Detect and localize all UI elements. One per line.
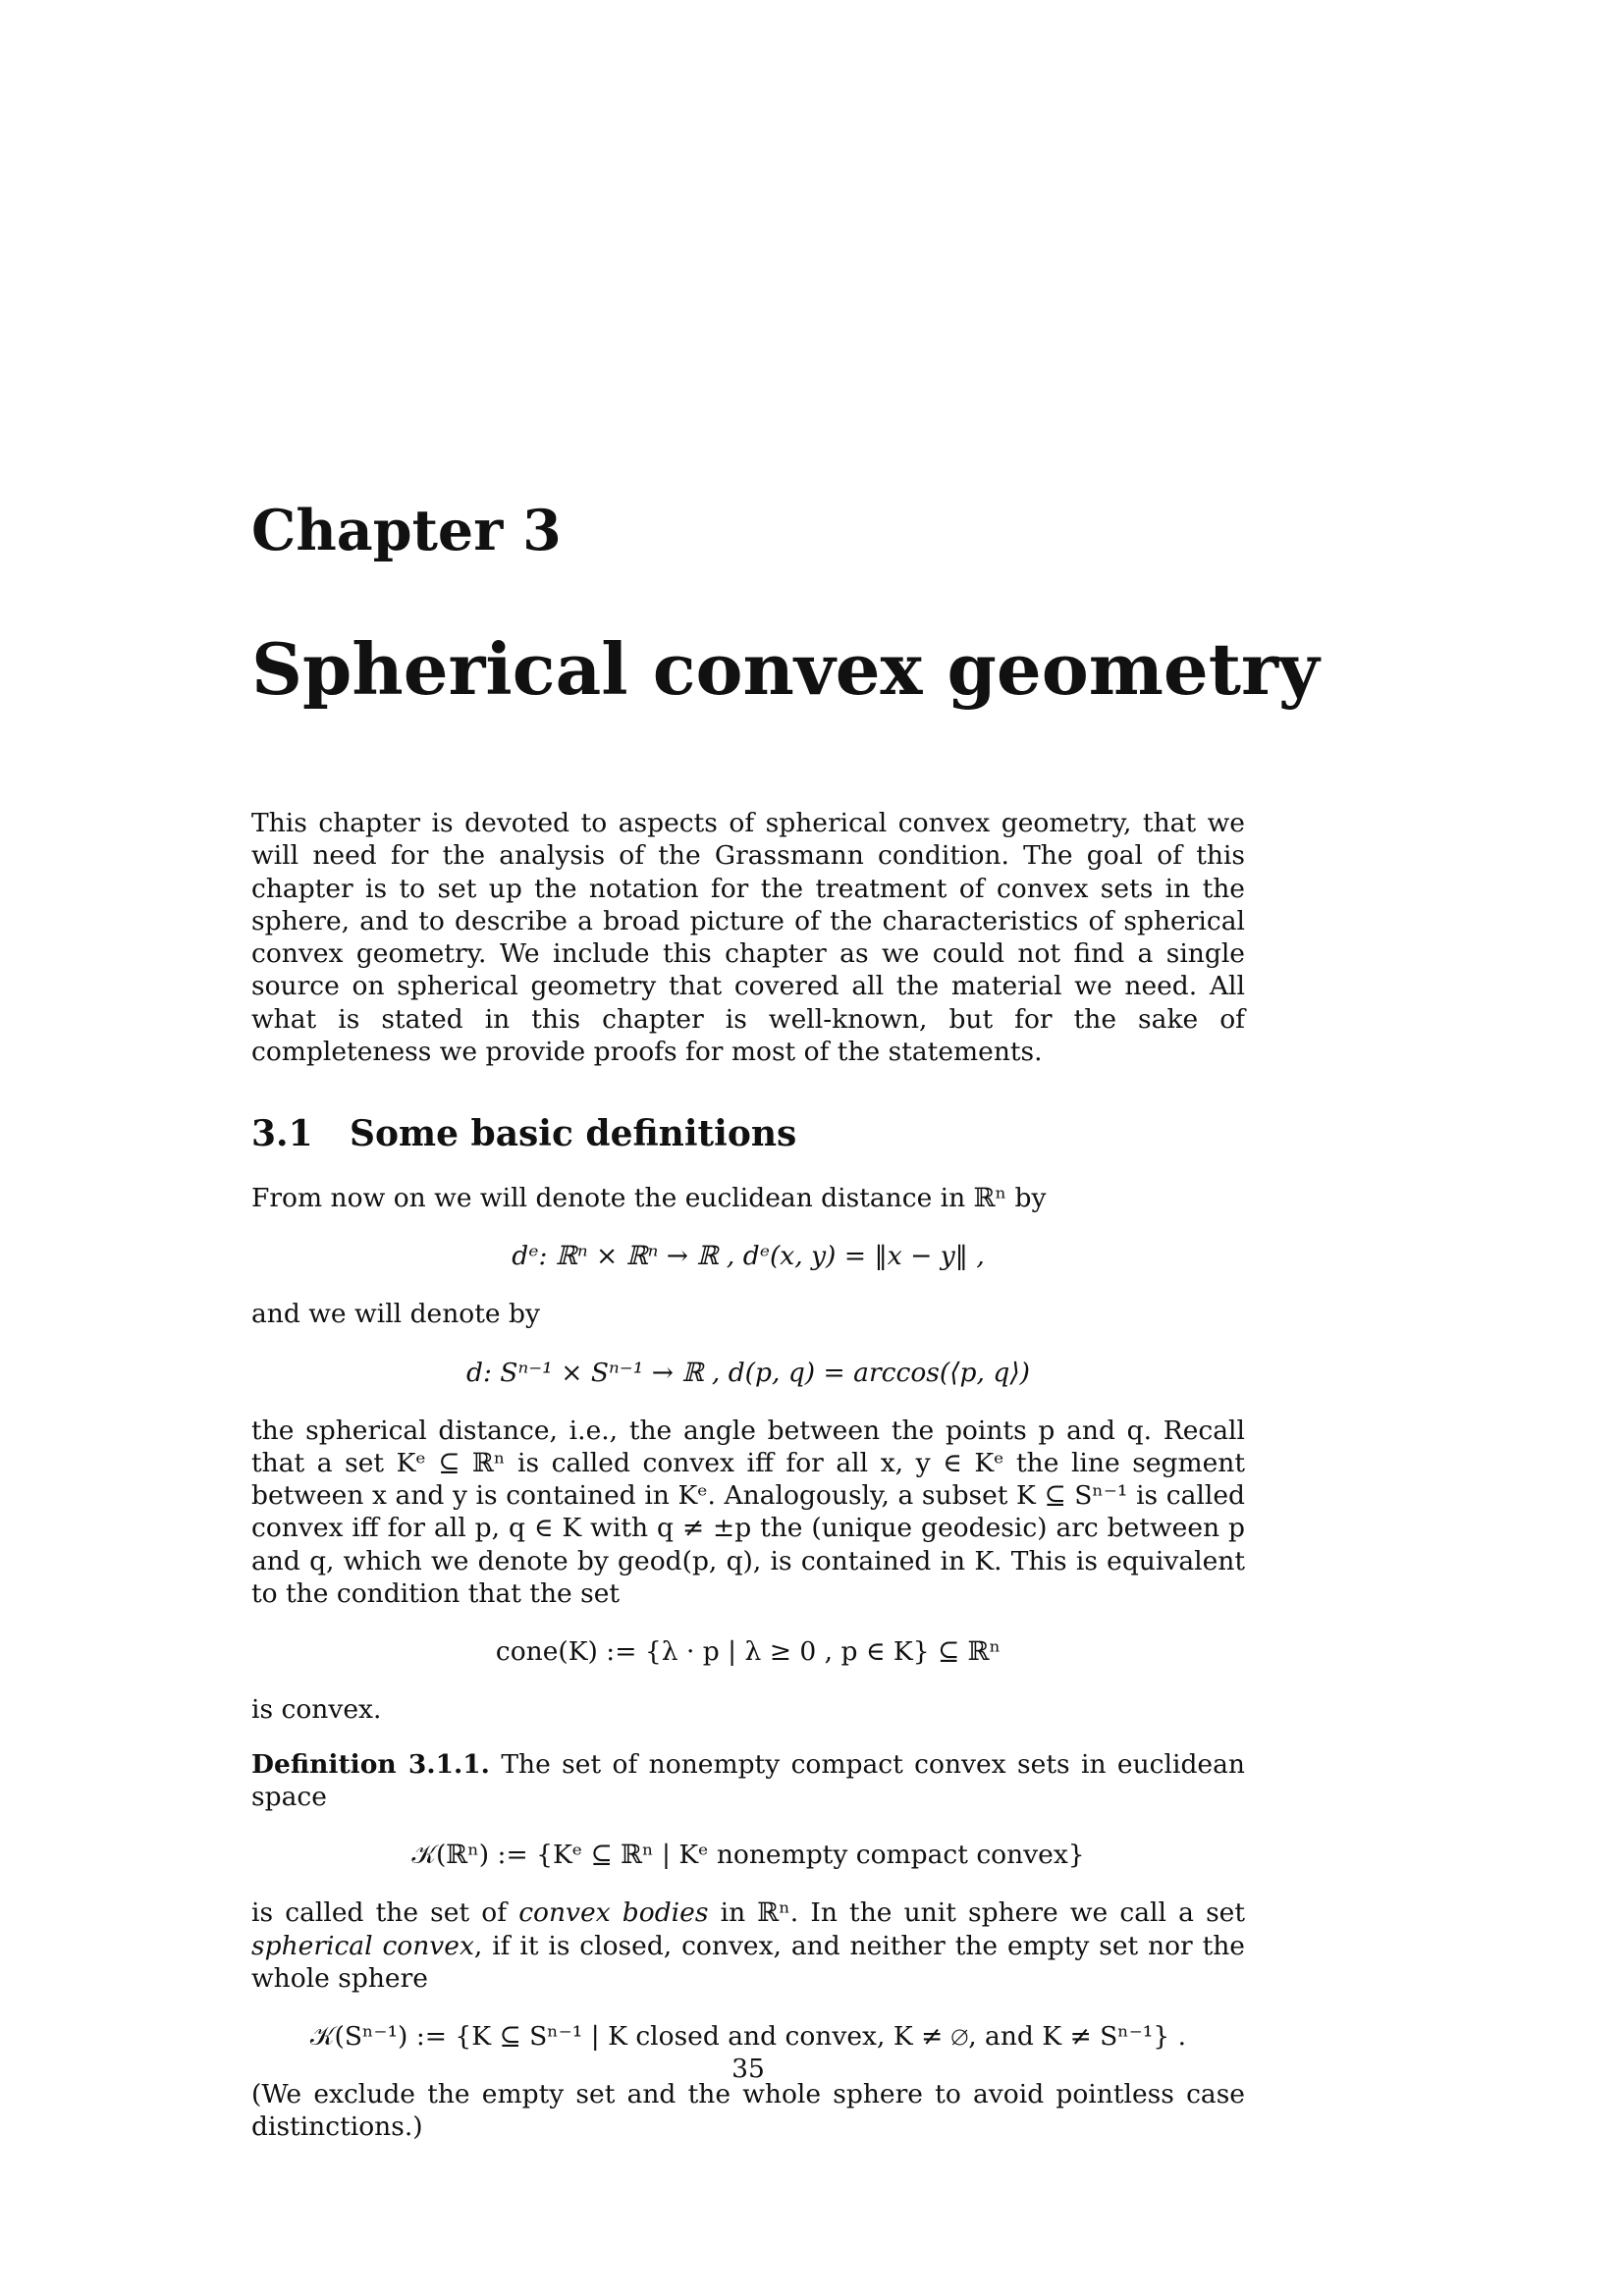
term-convex-bodies: convex bodies: [518, 1897, 709, 1929]
section-number: 3.1: [251, 1113, 313, 1155]
equation-convex-bodies: 𝒦(ℝⁿ) := {Kᵉ ⊆ ℝⁿ | Kᵉ nonempty compact convex}: [411, 1840, 1085, 1871]
chapter-title: Spherical convex geometry: [251, 627, 1320, 711]
body-text: [251, 807, 1245, 2144]
section-heading: [251, 1115, 1245, 1154]
paragraph-5: [251, 1896, 1245, 1995]
equation-euclidean-distance: dᵉ: ℝⁿ × ℝⁿ → ℝ , dᵉ(x, y) = ‖x − y‖ ,: [512, 1241, 985, 1272]
paragraph-1: From now on we will denote the euclidean distance in ℝⁿ by: [251, 1182, 1047, 1213]
paragraph-3: the spherical distance, i.e., the angle between the points p and q. Recall that a set Kᵉ ⊆ ℝⁿ is called convex iff for all x, y ∈ Kᵉ the line segment between x and y is contained in Kᵉ. Analogously, a subset K ⊆ Sⁿ⁻¹ is called convex iff for all p, q ∈ K with q ≠ ±p the (unique geodesic) arc between p and q, which we denote by geod(p, q), is contained in K. This is equivalent to the condition that the set: [251, 1415, 1245, 1610]
paragraph-4: is convex.: [251, 1694, 382, 1726]
paragraph-6: (We exclude the empty set and the whole sphere to avoid pointless case distinctions.): [251, 2079, 1245, 2143]
page-number: 35: [731, 2054, 765, 2084]
definition: [251, 1748, 1245, 1814]
equation-spherical-convex-sets: 𝒦(Sⁿ⁻¹) := {K ⊆ Sⁿ⁻¹ | K closed and convex, K ≠ ∅, and K ≠ Sⁿ⁻¹} .: [309, 2021, 1187, 2053]
equation-cone: cone(K) := {λ · p | λ ≥ 0 , p ∈ K} ⊆ ℝⁿ: [495, 1636, 1001, 1668]
definition-text: The set of nonempty compact convex sets in euclidean space: [251, 1748, 1245, 1812]
term-spherical-convex: spherical convex: [251, 1930, 474, 1961]
section-title: Some basic definitions: [350, 1113, 797, 1155]
paragraph-2: and we will denote by: [251, 1299, 540, 1330]
equation-spherical-distance: d: Sⁿ⁻¹ × Sⁿ⁻¹ → ℝ , d(p, q) = arccos(⟨p, q⟩): [465, 1357, 1031, 1388]
paragraph-5-part-a: is called the set of: [251, 1897, 519, 1929]
paragraph-5-part-c: in ℝⁿ. In the unit sphere we call a set: [708, 1897, 1245, 1929]
chapter-label: Chapter 3: [251, 498, 562, 563]
intro-paragraph: This chapter is devoted to aspects of spherical convex geometry, that we will need for the analysis of the Grassmann condition. The goal of this chapter is to set up the notation for the treatment of convex sets in the sphere, and to describe a broad picture of the characteristics of spherical convex geometry. We include this chapter as we could not find a single source on spherical geometry that covered all the material we need. All what is stated in this chapter is well-known, but for the sake of completeness we provide proofs for most of the statements.: [251, 808, 1245, 1068]
paragraph-5-part-e: , if it is closed, convex, and neither the empty set nor the whole sphere: [251, 1930, 1245, 1994]
definition-label: Definition 3.1.1.: [251, 1748, 490, 1780]
